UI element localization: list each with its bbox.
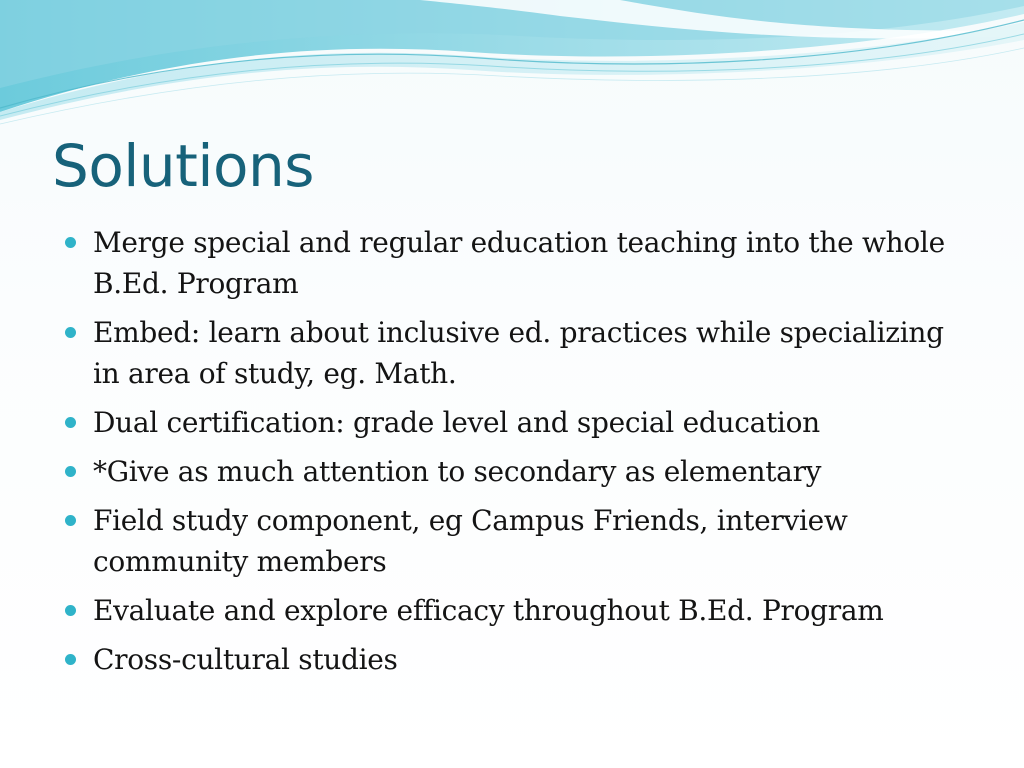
bullet-item: [62, 500, 962, 582]
bullet-item: [62, 402, 962, 443]
bullet-dot-icon: [65, 515, 76, 526]
bullet-text: Merge special and regular education teaching into the whole B.Ed. Program: [93, 226, 945, 300]
bullet-item: [62, 312, 962, 394]
bullet-dot-icon: [65, 654, 76, 665]
bullet-dot-icon: [65, 327, 76, 338]
bullet-item: [62, 451, 962, 492]
header-wave-decoration: [0, 0, 1024, 140]
bullet-text: *Give as much attention to secondary as elementary: [93, 455, 822, 488]
bullet-text: Evaluate and explore efficacy throughout B.Ed. Program: [93, 594, 884, 627]
bullet-item: [62, 590, 962, 631]
bullet-dot-icon: [65, 237, 76, 248]
bullet-text: Cross-cultural studies: [93, 643, 398, 676]
bullet-item: [62, 639, 962, 680]
bullet-text: Field study component, eg Campus Friends, interview community members: [93, 504, 848, 578]
bullet-list: [62, 222, 962, 688]
bullet-dot-icon: [65, 466, 76, 477]
bullet-dot-icon: [65, 605, 76, 616]
bullet-text: Dual certification: grade level and special education: [93, 406, 820, 439]
bullet-dot-icon: [65, 417, 76, 428]
slide-title: Solutions: [52, 132, 314, 200]
bullet-text: Embed: learn about inclusive ed. practices while specializing in area of study, eg. Math.: [93, 316, 944, 390]
bullet-item: [62, 222, 962, 304]
